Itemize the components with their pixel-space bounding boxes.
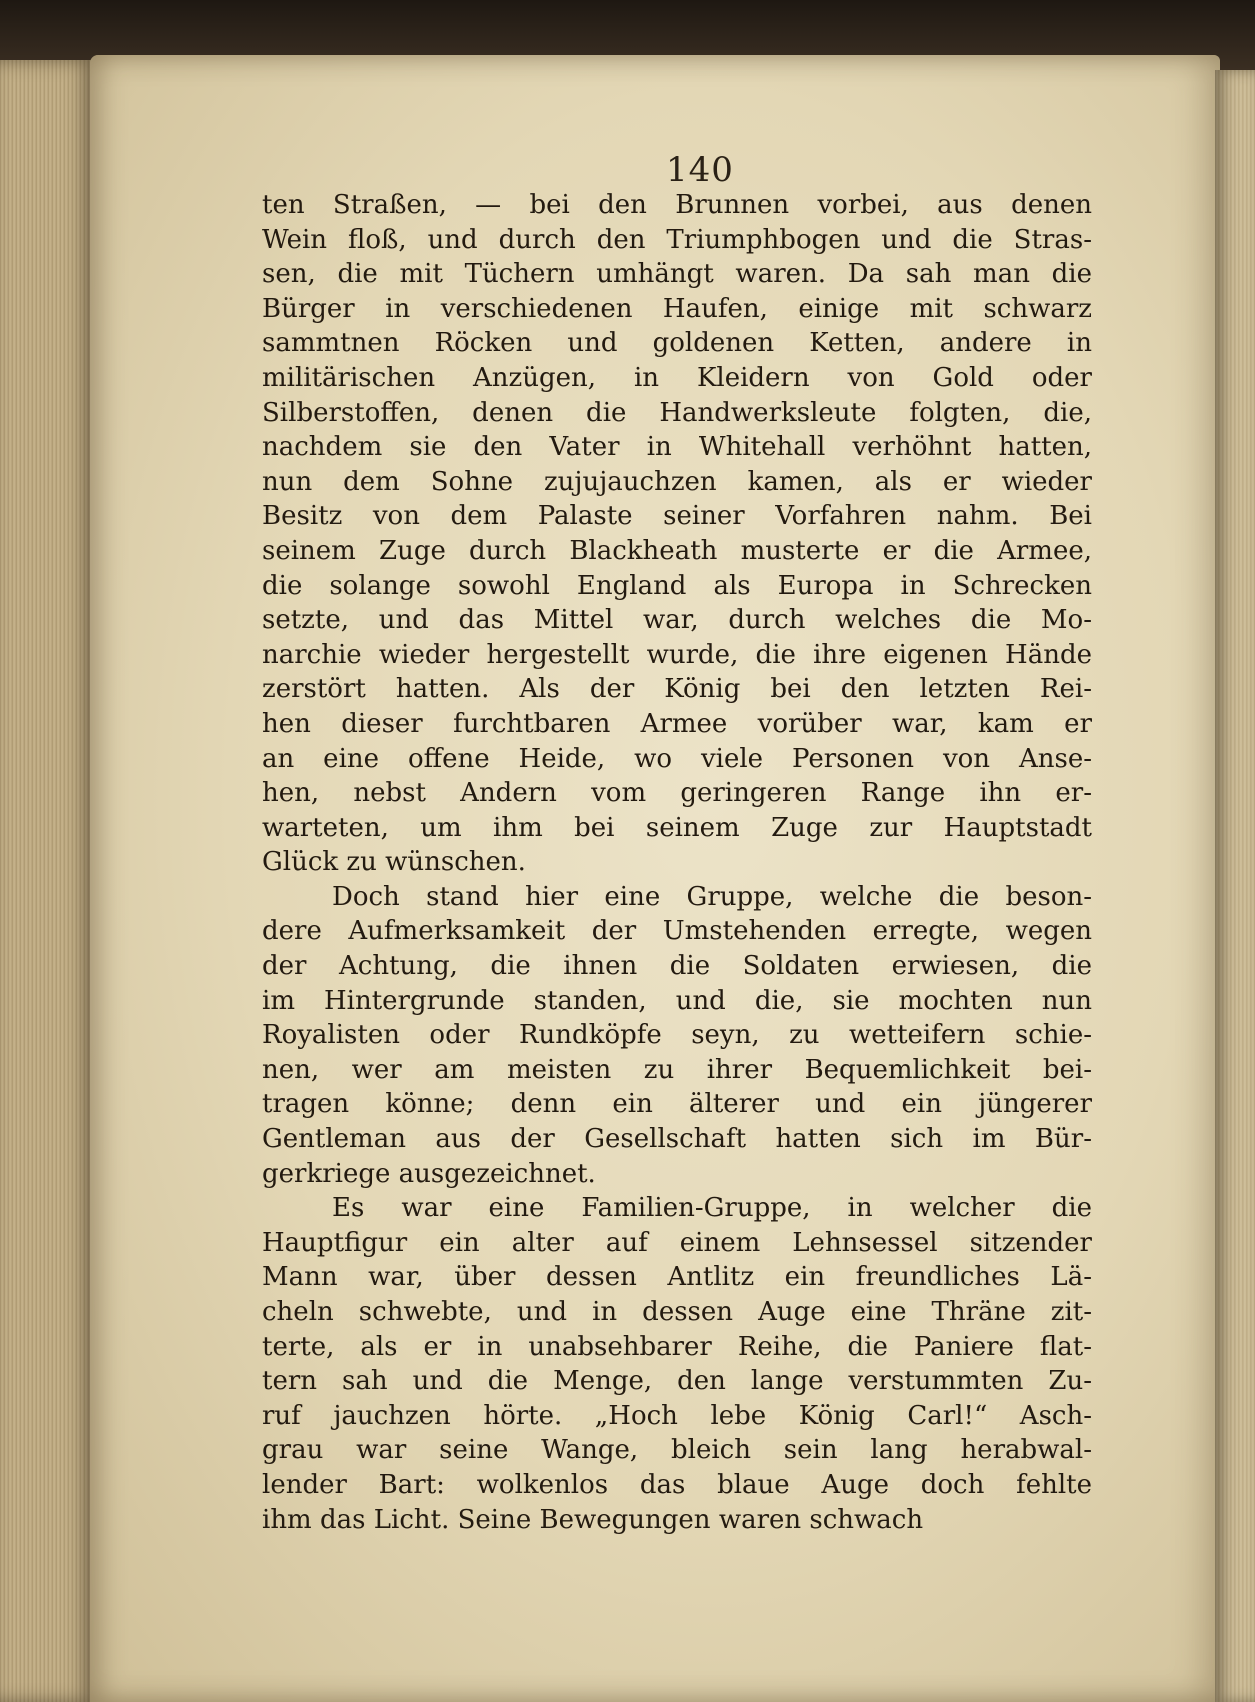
right-page-stack (1215, 70, 1255, 1702)
text-line: dere Aufmerksamkeit der Umstehenden erregte, wegen (262, 916, 1092, 947)
text-line: seinem Zuge durch Blackheath musterte er die Armee, (262, 535, 1092, 566)
text-line: tragen könne; denn ein älterer und ein jüngerer (262, 1089, 1092, 1120)
text-line: Hauptfigur ein alter auf einem Lehnsessel sitzender (262, 1227, 1092, 1258)
text-line: ten Straßen, — bei den Brunnen vorbei, aus denen (262, 190, 1092, 220)
text-line: lender Bart: wolkenlos das blaue Auge doch fehlte (262, 1469, 1092, 1500)
text-line: Silberstoffen, denen die Handwerksleute folgten, die, (262, 397, 1092, 428)
text-line: narchie wieder hergestellt wurde, die ihre eigenen Hände (262, 639, 1092, 670)
text-line: Bürger in verschiedenen Haufen, einige mit schwarz (262, 293, 1092, 324)
text-line: Gentleman aus der Gesellschaft hatten sich im Bür- (262, 1124, 1092, 1155)
text-line: terte, als er in unabsehbarer Reihe, die Paniere flat- (262, 1331, 1092, 1362)
left-page-stack (0, 60, 95, 1702)
text-line: warteten, um ihm bei seinem Zuge zur Hauptstadt (262, 812, 1092, 843)
text-line: der Achtung, die ihnen die Soldaten erwiesen, die (262, 951, 1092, 982)
text-line: gerkriege ausgezeichnet. (262, 1158, 596, 1189)
text-line: ruf jauchzen hörte. „Hoch lebe König Carl!“ Asch- (262, 1400, 1092, 1431)
text-line: Wein floß, und durch den Triumphbogen und die Stras- (262, 224, 1092, 255)
text-line: militärischen Anzügen, in Kleidern von Gold oder (262, 362, 1092, 393)
text-line: Doch stand hier eine Gruppe, welche die beson- (332, 881, 1092, 912)
text-line: Mann war, über dessen Antlitz ein freundliches Lä- (262, 1262, 1092, 1293)
text-line: die solange sowohl England als Europa in Schrecken (262, 570, 1092, 601)
text-line: nen, wer am meisten zu ihrer Bequemlichkeit bei- (262, 1054, 1092, 1085)
text-line: nun dem Sohne zujujauchzen kamen, als er wieder (262, 466, 1092, 497)
text-line: grau war seine Wange, bleich sein lang herabwal- (262, 1435, 1092, 1466)
text-line: Es war eine Familien-Gruppe, in welcher die (332, 1193, 1092, 1224)
text-line: an eine offene Heide, wo viele Personen von Anse- (262, 743, 1092, 774)
text-line: ihm das Licht. Seine Bewegungen waren schwach (262, 1504, 924, 1535)
text-line: zerstört hatten. Als der König bei den letzten Rei- (262, 674, 1092, 705)
text-line: tern sah und die Menge, den lange verstummten Zu- (262, 1366, 1092, 1397)
text-line: nachdem sie den Vater in Whitehall verhöhnt hatten, (262, 432, 1092, 463)
text-line: hen dieser furchtbaren Armee vorüber war, kam er (262, 708, 1092, 739)
text-line: sen, die mit Tüchern umhängt waren. Da sah man die (262, 259, 1092, 290)
text-line: Besitz von dem Palaste seiner Vorfahren nahm. Bei (262, 501, 1092, 532)
text-line: Glück zu wünschen. (262, 847, 526, 878)
page-number: 140 (666, 150, 734, 190)
text-line: hen, nebst Andern vom geringeren Range ihn er- (262, 778, 1092, 809)
text-line: cheln schwebte, und in dessen Auge eine Thräne zit- (262, 1297, 1092, 1327)
text-line: sammtnen Röcken und goldenen Ketten, andere in (262, 328, 1092, 359)
text-line: im Hintergrunde standen, und die, sie mochten nun (262, 985, 1092, 1016)
page-text (262, 188, 1092, 1537)
text-line: setzte, und das Mittel war, durch welches die Mo- (262, 605, 1092, 636)
text-line: Royalisten oder Rundköpfe seyn, zu wetteifern schie- (262, 1020, 1092, 1051)
